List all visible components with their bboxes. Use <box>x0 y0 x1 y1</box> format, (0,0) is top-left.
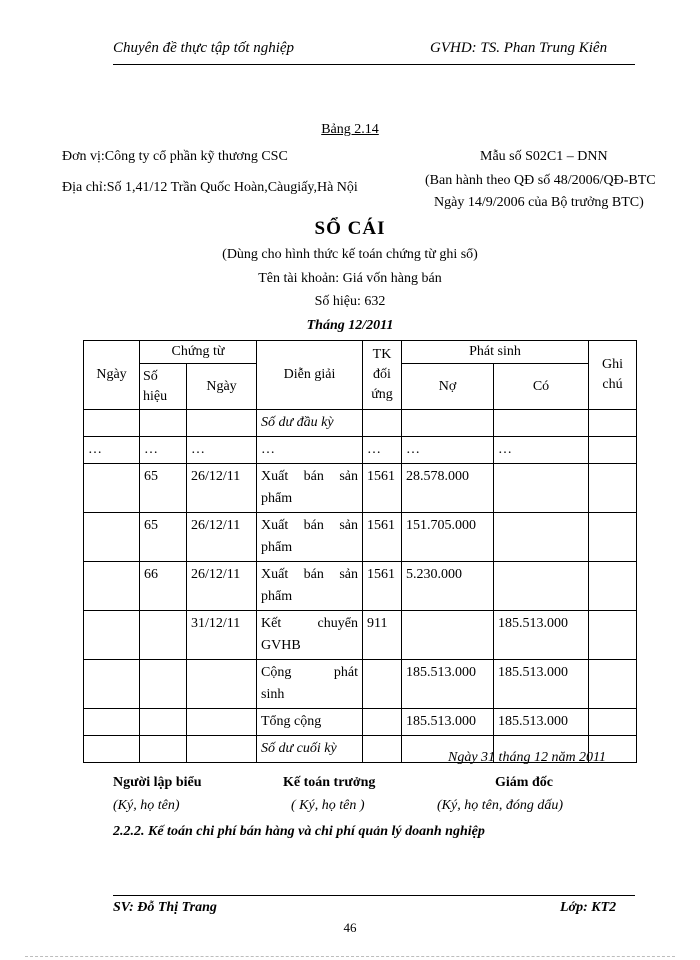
issued-by-line1: (Ban hành theo QĐ số 48/2006/QĐ-BTC <box>425 173 656 188</box>
signature-role-director: Giám đốc <box>495 775 553 790</box>
description-line2: phẩm <box>261 589 293 604</box>
contra-account-cell: 1561 <box>363 562 402 611</box>
opening-balance-label: Số dư đầu kỳ <box>257 410 363 437</box>
contra-account-cell: 911 <box>363 611 402 660</box>
signature-note-director: (Ký, họ tên, đóng dấu) <box>437 798 563 813</box>
signature-note-preparer: (Ký, họ tên) <box>113 798 180 813</box>
ledger-period: Tháng 12/2011 <box>306 318 394 333</box>
footer-class: Lớp: KT2 <box>560 900 617 915</box>
period-total-row <box>84 660 637 709</box>
contra-account-cell: 1561 <box>363 513 402 562</box>
grand-total-row <box>84 709 637 736</box>
table-row <box>84 611 637 660</box>
ellipsis-cell: … <box>363 437 402 464</box>
col-header-note: Ghi chú <box>589 341 637 410</box>
company-unit: Đơn vị:Công ty cổ phần kỹ thương CSC <box>62 149 288 164</box>
ledger-subtitle: (Dùng cho hình thức kế toán chứng từ ghi sổ) <box>222 247 478 262</box>
voucher-date-cell: 26/12/11 <box>187 464 257 513</box>
account-code: Số hiệu: 632 <box>314 294 386 309</box>
table-row <box>84 562 637 611</box>
footer-divider <box>113 895 635 896</box>
grand-total-debit: 185.513.000 <box>402 709 494 736</box>
header-row-1 <box>84 341 637 364</box>
period-total-credit: 185.513.000 <box>494 660 589 709</box>
col-header-amount: Phát sinh <box>402 341 589 364</box>
voucher-date-cell: 31/12/11 <box>187 611 257 660</box>
voucher-no-cell: 65 <box>140 513 187 562</box>
debit-cell: 28.578.000 <box>402 464 494 513</box>
period-total-debit: 185.513.000 <box>402 660 494 709</box>
closing-balance-label: Số dư cuối kỳ <box>257 736 363 763</box>
page-bottom-border <box>25 956 675 957</box>
col-header-contra: TK đối ứng <box>363 341 402 410</box>
table-row <box>84 464 637 513</box>
description-line1: Xuất bán sản <box>261 469 358 484</box>
col-header-voucher: Chứng từ <box>140 341 257 364</box>
ledger-title: SỔ CÁI <box>314 218 386 239</box>
signature-role-preparer: Người lập biểu <box>113 775 202 790</box>
voucher-no-cell <box>140 611 187 660</box>
table-label: Bảng 2.14 <box>321 122 379 137</box>
col-header-voucher-date: Ngày <box>187 364 257 410</box>
description-line2: phẩm <box>261 491 293 506</box>
credit-cell: 185.513.000 <box>494 611 589 660</box>
page-number: 46 <box>343 920 357 935</box>
col-header-voucher-no: Số hiệu <box>140 364 187 410</box>
header-advisor: GVHD: TS. Phan Trung Kiên <box>430 40 608 56</box>
debit-cell <box>402 611 494 660</box>
col-header-debit: Nợ <box>402 364 494 410</box>
ellipsis-cell: … <box>257 437 363 464</box>
contra-account-cell: 1561 <box>363 464 402 513</box>
footer-student: SV: Đỗ Thị Trang <box>113 900 217 915</box>
col-header-credit: Có <box>494 364 589 410</box>
credit-cell <box>494 562 589 611</box>
ellipsis-cell: … <box>494 437 589 464</box>
header-thesis-title: Chuyên đề thực tập tốt nghiệp <box>113 40 295 56</box>
description-line1: Xuất bán sản <box>261 567 358 582</box>
period-total-line1: Cộng phát <box>261 665 358 680</box>
table-row <box>84 513 637 562</box>
col-header-date: Ngày <box>84 341 140 410</box>
signing-date: Ngày 31 tháng 12 năm 2011 <box>448 750 607 765</box>
voucher-no-cell: 65 <box>140 464 187 513</box>
ellipsis-cell: … <box>187 437 257 464</box>
voucher-date-cell: 26/12/11 <box>187 562 257 611</box>
col-header-description: Diễn giải <box>257 341 363 410</box>
grand-total-credit: 185.513.000 <box>494 709 589 736</box>
signature-note-chief-accountant: ( Ký, họ tên ) <box>291 798 365 813</box>
company-address: Địa chỉ:Số 1,41/12 Trần Quốc Hoàn,Càugiấy,Hà Nội <box>62 180 358 195</box>
grand-total-label: Tổng cộng <box>257 709 363 736</box>
voucher-no-cell: 66 <box>140 562 187 611</box>
ellipsis-row <box>84 437 637 464</box>
description-line2: GVHB <box>261 638 301 653</box>
debit-cell: 151.705.000 <box>402 513 494 562</box>
issued-by-line2: Ngày 14/9/2006 của Bộ trưởng BTC) <box>434 195 644 210</box>
description-line2: phẩm <box>261 540 293 555</box>
form-number: Mẫu số S02C1 – DNN <box>480 149 608 164</box>
ellipsis-cell: … <box>402 437 494 464</box>
header-divider <box>113 64 635 65</box>
voucher-date-cell: 26/12/11 <box>187 513 257 562</box>
section-heading: 2.2.2. Kế toán chi phí bán hàng và chi phí quản lý doanh nghiệp <box>113 824 485 839</box>
description-line1: Xuất bán sản <box>261 518 358 533</box>
period-total-line2: sinh <box>261 687 285 702</box>
credit-cell <box>494 513 589 562</box>
ellipsis-cell: … <box>84 437 140 464</box>
account-name: Tên tài khoản: Giá vốn hàng bán <box>258 271 442 286</box>
description-line1: Kết chuyển <box>261 616 358 631</box>
ledger-table <box>83 340 637 763</box>
opening-balance-row <box>84 410 637 437</box>
ellipsis-cell: … <box>140 437 187 464</box>
debit-cell: 5.230.000 <box>402 562 494 611</box>
credit-cell <box>494 464 589 513</box>
signature-role-chief-accountant: Kế toán trưởng <box>283 775 376 790</box>
